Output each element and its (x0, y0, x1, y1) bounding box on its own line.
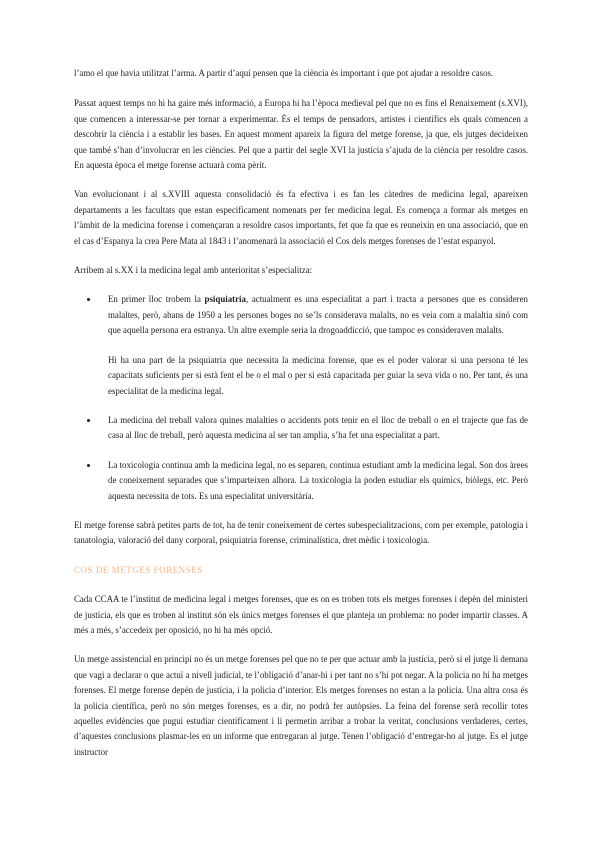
list-item-toxicology (74, 458, 528, 504)
bullet-icon (87, 419, 90, 422)
psychiatry-subparagraph: Hi ha una part de la psiquiatria que necessita la medicina forense, que es el poder valorar si una persona té les capacitats suficients per si està fent el be o el mal o per si està capacitada per guiar la seva vida o no. Per tant, és una especialitat de la medicina legal. (108, 354, 528, 396)
paragraph-18th-century: Van evolucionant i al s.XVIII aquesta consolidació és fa efectiva i es fan les càtedres de medicina legal, apareixen departaments a les facultats que estan específicament nomenats per fer medicina legal. Es comença a formar als metges en l’àmbit de la medicina forense i començaran a resoldre casos importants, fet que fa que es reuneixin en una associació, que en el cas d’Espanya la crea Pere Mata al 1843 i l’anomenarà la associació el Cos dels metges forenses de l’estat espanyol. (74, 189, 528, 246)
paragraph-intro-end: l’amo el que havia utilitzat l’arma. A partir d’aquí pensen que la ciència és important i que pot ajudar a resoldre casos. (74, 68, 494, 78)
toxicology-text: La toxicologia continua amb la medicina legal, no es separen, continua estudiant amb la medicina legal. Son dos àrees de coneixement separades que s’imparteixen alhora. La toxicologia la poden estudiar els químics, biòlegs, etc. Però aquesta necessita de tots. Es una especialitat universitària. (108, 459, 528, 501)
list-item-psychiatry (74, 292, 528, 398)
bullet-icon (87, 464, 90, 467)
psychiatry-term: psiquiatria (204, 294, 246, 305)
document-page (74, 66, 528, 774)
psychiatry-text: En primer lloc trobem la psiquiatria, actualment es una especialitat a part i tracta a persones que es consideren malaltes, però, abans de 1950 a les persones boges no se’ls considerava malalts, no es veia com a malaltia sinó com que aquella persona era estranya. Un altre exemple seria la drogoaddicció, que tampoc es consideraven malalts. (108, 294, 528, 336)
paragraph-renaissance: Passat aquest temps no hi ha gaire més informació, a Europa hi ha l’època medieval pel que no es fins el Renaixement (s.XVI), que comencen a interessar-se per tornar a experimentar. És el temps de pensadors, artistes i científics els quals comencen a descobrir la ciència i a establir les bases. En aquest moment apareix la figura del metge forense, ja que, els jutges decideixen que també s’han d’involucrar en les ciències. Pel que a partir del segle XVI la justícia s’ajuda de la ciència per resoldre casos. En aquesta època el metge forense actuarà coma pèrit. (74, 98, 528, 171)
list-item-occupational-medicine (74, 413, 528, 444)
bullet-icon (87, 298, 90, 301)
paragraph-forensic-knowledge: El metge forense sabrà petites parts de tot, ha de tenir coneixement de certes subespecialitzacions, com per exemple, patologia i tanatologia, valoració del dany corporal, psiquiatria forense, criminalística, dret mèdic i toxicologia. (74, 519, 528, 546)
paragraph-20th-century: Arribem al s.XX i la medicina legal amb anterioritat s’especialitza: (74, 265, 313, 276)
section-heading: COS DE METGES FORENSES (74, 564, 203, 575)
specialization-list (74, 292, 528, 503)
occupational-medicine-text: La medicina del treball valora quines malalties o accidents pots tenir en el lloc de treball o en el trajecte que fas de casa al lloc de treball, però aquesta medicina al ser tan amplia, s’ha fet una especialitat a part. (108, 414, 528, 441)
paragraph-ccaa-institute: Cada CCAA te l’institut de medicina legal i metges forenses, que es on es troben tots els metges forenses i depèn del ministeri de justícia, els que es troben al institut són els únics metges forenses el que planteja un problema: no poder impartir classes. A més a més, s’accedeix per oposició, no hi ha més opció. (74, 594, 528, 635)
paragraph-assistance-doctor: Un metge assistencial en principi no és un metge forenses pel que no te per que actuar amb la justícia, però si el jutge li demana que vagi a declarar o que actuï a nivell judicial, te l’obligació d’anar-hi i per tant no s’hi pot negar. A la policia no hi ha metges forenses. El metge forense depèn de justícia, i la policia d’interior. Els metges forenses no estan a la policia. Una altra cosa és la policia científica, però no són metges forenses, es a dir, no podrà fer autòpsies. La feina del forense serà recollir totes aquelles evidències que pugui estudiar científicament i li permetin arribar a trobar la veritat, conclusions verdaderes, certes, d’aquestes conclusions plasmar-les en un informe que entregaran al jutge. Tenen l’obligació d’entregar-ho al jutge. Es el jutge instructor (74, 654, 528, 757)
